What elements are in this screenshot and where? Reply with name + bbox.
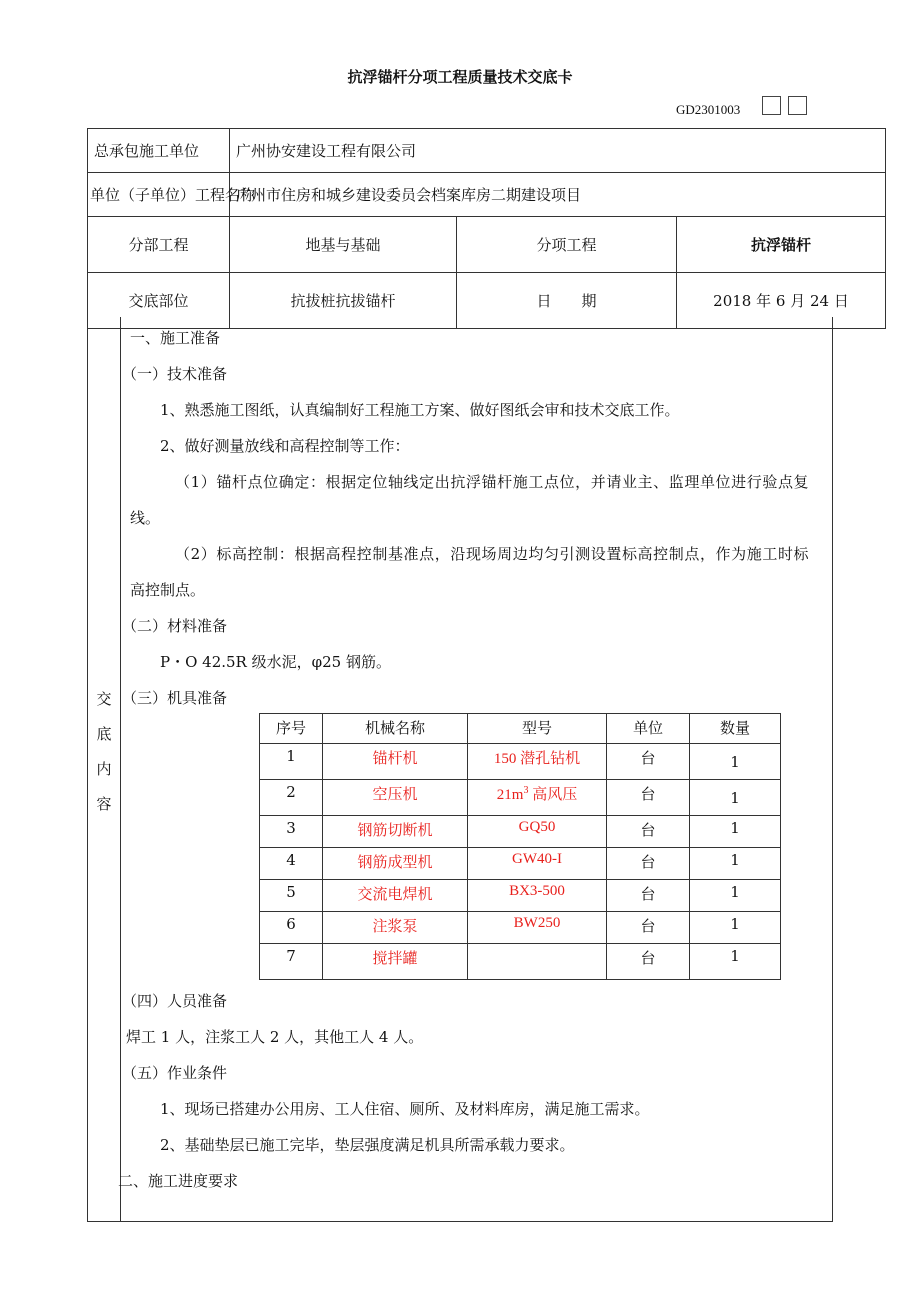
equipment-unit: 台 <box>607 816 690 848</box>
equipment-qty: 1 <box>690 912 781 944</box>
division-value: 地基与基础 <box>230 217 457 273</box>
paragraph: 高控制点。 <box>130 581 206 599</box>
content-section <box>87 317 833 1222</box>
checkbox-1[interactable] <box>762 96 781 115</box>
contractor-value: 广州协安建设工程有限公司 <box>230 129 886 173</box>
side-char: 容 <box>96 795 112 813</box>
side-char: 底 <box>96 725 112 743</box>
equipment-qty: 1 <box>690 744 781 780</box>
side-char: 交 <box>96 690 112 708</box>
equipment-qty: 1 <box>690 880 781 912</box>
equipment-name: 锚杆机 <box>323 744 468 780</box>
equipment-qty: 1 <box>690 816 781 848</box>
equipment-model: GQ50 <box>468 816 607 848</box>
paragraph: 2、基础垫层已施工完毕，垫层强度满足机具所需承载力要求。 <box>160 1136 575 1154</box>
equipment-row <box>260 944 781 980</box>
equipment-header: 机械名称 <box>323 714 468 744</box>
equipment-no: 7 <box>260 944 323 980</box>
paragraph: （2）标高控制：根据高程控制基准点，沿现场周边均匀引测设置标高控制点，作为施工时标 <box>175 545 810 563</box>
equipment-name: 空压机 <box>323 780 468 816</box>
equipment-unit: 台 <box>607 744 690 780</box>
equipment-qty: 1 <box>690 780 781 816</box>
equipment-header: 数量 <box>690 714 781 744</box>
equipment-row <box>260 880 781 912</box>
location-value: 抗拔桩抗拔锚杆 <box>230 273 457 329</box>
date-label: 日 期 <box>457 273 677 329</box>
side-char: 内 <box>96 760 112 778</box>
equipment-model: BX3-500 <box>468 880 607 912</box>
equipment-name: 搅拌罐 <box>323 944 468 980</box>
equipment-unit: 台 <box>607 848 690 880</box>
division-label: 分部工程 <box>88 217 230 273</box>
subheading-material: （二）材料准备 <box>122 617 228 635</box>
equipment-no: 1 <box>260 744 323 780</box>
heading-2: 二、施工进度要求 <box>118 1172 239 1190</box>
equipment-no: 3 <box>260 816 323 848</box>
equipment-no: 4 <box>260 848 323 880</box>
location-label: 交底部位 <box>88 273 230 329</box>
paragraph: 1、现场已搭建办公用房、工人住宿、厕所、及材料库房，满足施工需求。 <box>160 1100 650 1118</box>
equipment-qty: 1 <box>690 944 781 980</box>
project-value: 广州市住房和城乡建设委员会档案库房二期建设项目 <box>230 173 886 217</box>
equipment-model: GW40-I <box>468 848 607 880</box>
contractor-label: 总承包施工单位 <box>88 129 230 173</box>
equipment-model <box>468 944 607 980</box>
subheading-conditions: （五）作业条件 <box>122 1064 228 1082</box>
equipment-name: 交流电焊机 <box>323 880 468 912</box>
content-side-label <box>88 682 120 822</box>
equipment-model: 150 潜孔钻机 <box>468 744 607 780</box>
equipment-row <box>260 744 781 780</box>
equipment-name: 钢筋切断机 <box>323 816 468 848</box>
equipment-table <box>259 713 781 980</box>
paragraph: （1）锚杆点位确定：根据定位轴线定出抗浮锚杆施工点位，并请业主、监理单位进行验点复 <box>175 473 810 491</box>
equipment-unit: 台 <box>607 944 690 980</box>
equipment-unit: 台 <box>607 912 690 944</box>
equipment-header: 单位 <box>607 714 690 744</box>
equipment-row <box>260 780 781 816</box>
paragraph: 1、熟悉施工图纸，认真编制好工程施工方案、做好图纸会审和技术交底工作。 <box>160 401 680 419</box>
equipment-unit: 台 <box>607 880 690 912</box>
paragraph: P・O 42.5R 级水泥，φ25 钢筋。 <box>160 653 391 671</box>
equipment-no: 6 <box>260 912 323 944</box>
equipment-header: 型号 <box>468 714 607 744</box>
paragraph: 焊工 1 人，注浆工人 2 人，其他工人 4 人。 <box>126 1028 424 1046</box>
content-side-column <box>88 317 121 1221</box>
equipment-row <box>260 912 781 944</box>
model-text: 高风压 <box>528 787 578 803</box>
equipment-name: 注浆泵 <box>323 912 468 944</box>
equipment-row <box>260 848 781 880</box>
subitem-label: 分项工程 <box>457 217 677 273</box>
subheading-tech: （一）技术准备 <box>122 365 228 383</box>
equipment-header: 序号 <box>260 714 323 744</box>
subheading-equipment: （三）机具准备 <box>122 689 228 707</box>
equipment-row <box>260 816 781 848</box>
model-superscript: 3 <box>523 785 529 796</box>
document-code: GD2301003 <box>676 102 741 117</box>
equipment-no: 5 <box>260 880 323 912</box>
equipment-no: 2 <box>260 780 323 816</box>
paragraph: 线。 <box>130 509 161 527</box>
model-text: 21m <box>496 787 524 803</box>
equipment-qty: 1 <box>690 848 781 880</box>
document-title: 抗浮锚杆分项工程质量技术交底卡 <box>347 68 573 86</box>
equipment-model: BW250 <box>468 912 607 944</box>
equipment-header-row <box>260 714 781 744</box>
subheading-personnel: （四）人员准备 <box>122 992 228 1010</box>
equipment-name: 钢筋成型机 <box>323 848 468 880</box>
subitem-value: 抗浮锚杆 <box>677 217 886 273</box>
date-value: 2018 年 6 月 24 日 <box>677 273 886 329</box>
equipment-model <box>468 780 607 816</box>
header-table <box>87 128 886 329</box>
heading-1: 一、施工准备 <box>130 329 221 347</box>
paragraph: 2、做好测量放线和高程控制等工作： <box>160 437 410 455</box>
checkbox-2[interactable] <box>788 96 807 115</box>
equipment-unit: 台 <box>607 780 690 816</box>
project-label: 单位（子单位）工程名称 <box>88 173 230 217</box>
